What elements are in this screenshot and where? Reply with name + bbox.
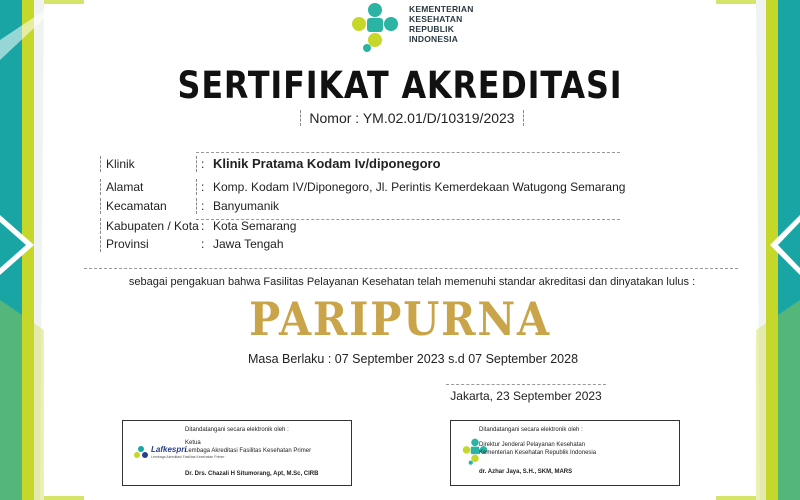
signature-box-dirjen xyxy=(450,420,680,486)
signer-name: Dr. Drs. Chazali H Situmorang, Apt, M.Sc, CIRB xyxy=(185,471,319,477)
detail-colon: : xyxy=(201,237,205,251)
detail-label: Kabupaten / Kota xyxy=(106,219,199,233)
ministry-logo xyxy=(345,0,545,56)
row-divider xyxy=(196,198,197,214)
detail-colon: : xyxy=(201,157,205,171)
row-divider xyxy=(100,198,101,214)
detail-label: Provinsi xyxy=(106,237,149,251)
lafkespri-logo-icon xyxy=(133,445,149,459)
detail-label: Klinik xyxy=(106,157,135,171)
accreditation-result: PARIPURNA xyxy=(249,292,551,346)
ministry-name-line: KEMENTERIAN xyxy=(409,4,474,14)
detail-label: Kecamatan xyxy=(106,199,167,213)
certificate-title: SERTIFIKAT AKREDITASI xyxy=(177,64,623,107)
signer-role xyxy=(479,441,596,457)
row-divider xyxy=(196,156,197,172)
detail-top-dashline xyxy=(196,152,620,153)
row-divider xyxy=(100,156,101,172)
certificate-number: Nomor : YM.02.01/D/10319/2023 xyxy=(300,110,524,126)
statement-top-dashline xyxy=(84,268,738,269)
signed-note: Ditandatangani secara elektronik oleh : xyxy=(479,427,583,433)
ministry-logo-icon xyxy=(345,0,405,56)
ministry-name-line: REPUBLIK xyxy=(409,24,455,34)
signer-role-line: Lembaga Akreditasi Fasilitas Kesehatan Primer xyxy=(185,448,312,454)
lafkespri-logo-subtitle: Lembaga Akreditasi Fasilitas Kesehatan Primer xyxy=(151,455,225,459)
accreditation-statement: sebagai pengakuan bahwa Fasilitas Pelayanan Kesehatan telah memenuhi standar akreditasi dan dinyatakan lulus : xyxy=(128,276,696,288)
lafkespri-logo-label: Lafkespri xyxy=(151,445,187,454)
row-divider xyxy=(100,236,101,252)
detail-value: Jawa Tengah xyxy=(213,237,284,251)
ministry-name xyxy=(409,4,474,44)
detail-value: Kota Semarang xyxy=(213,219,297,233)
signer-role-line: Direktur Jenderal Pelayanan Kesehatan xyxy=(479,442,586,448)
ministry-name-line: KESEHATAN xyxy=(409,14,463,24)
detail-value: Banyumanik xyxy=(213,199,280,213)
row-divider xyxy=(100,218,101,234)
detail-colon: : xyxy=(201,199,205,213)
row-divider xyxy=(100,179,101,195)
signer-role-line: Kementerian Kesehatan Republik Indonesia xyxy=(479,450,597,456)
signer-role xyxy=(185,439,311,455)
place-date-dashline xyxy=(446,384,606,385)
signature-box-lafkespri xyxy=(122,420,352,486)
detail-label: Alamat xyxy=(106,180,144,194)
validity-period: Masa Berlaku : 07 September 2023 s.d 07 September 2028 xyxy=(247,352,579,366)
detail-colon: : xyxy=(201,180,205,194)
place-date: Jakarta, 23 September 2023 xyxy=(450,389,602,403)
detail-colon: : xyxy=(201,219,205,233)
row-divider xyxy=(196,179,197,195)
signer-role-line: Ketua xyxy=(185,440,201,446)
detail-value: Klinik Pratama Kodam Iv/diponegoro xyxy=(213,156,441,171)
signer-name: dr. Azhar Jaya, S.H., SKM, MARS xyxy=(479,469,573,475)
signed-note: Ditandatangani secara elektronik oleh : xyxy=(185,427,289,433)
detail-value: Komp. Kodam IV/Diponegoro, Jl. Perintis Kemerdekaan Watugong Semarang xyxy=(213,180,626,194)
ministry-name-line: INDONESIA xyxy=(409,34,459,44)
